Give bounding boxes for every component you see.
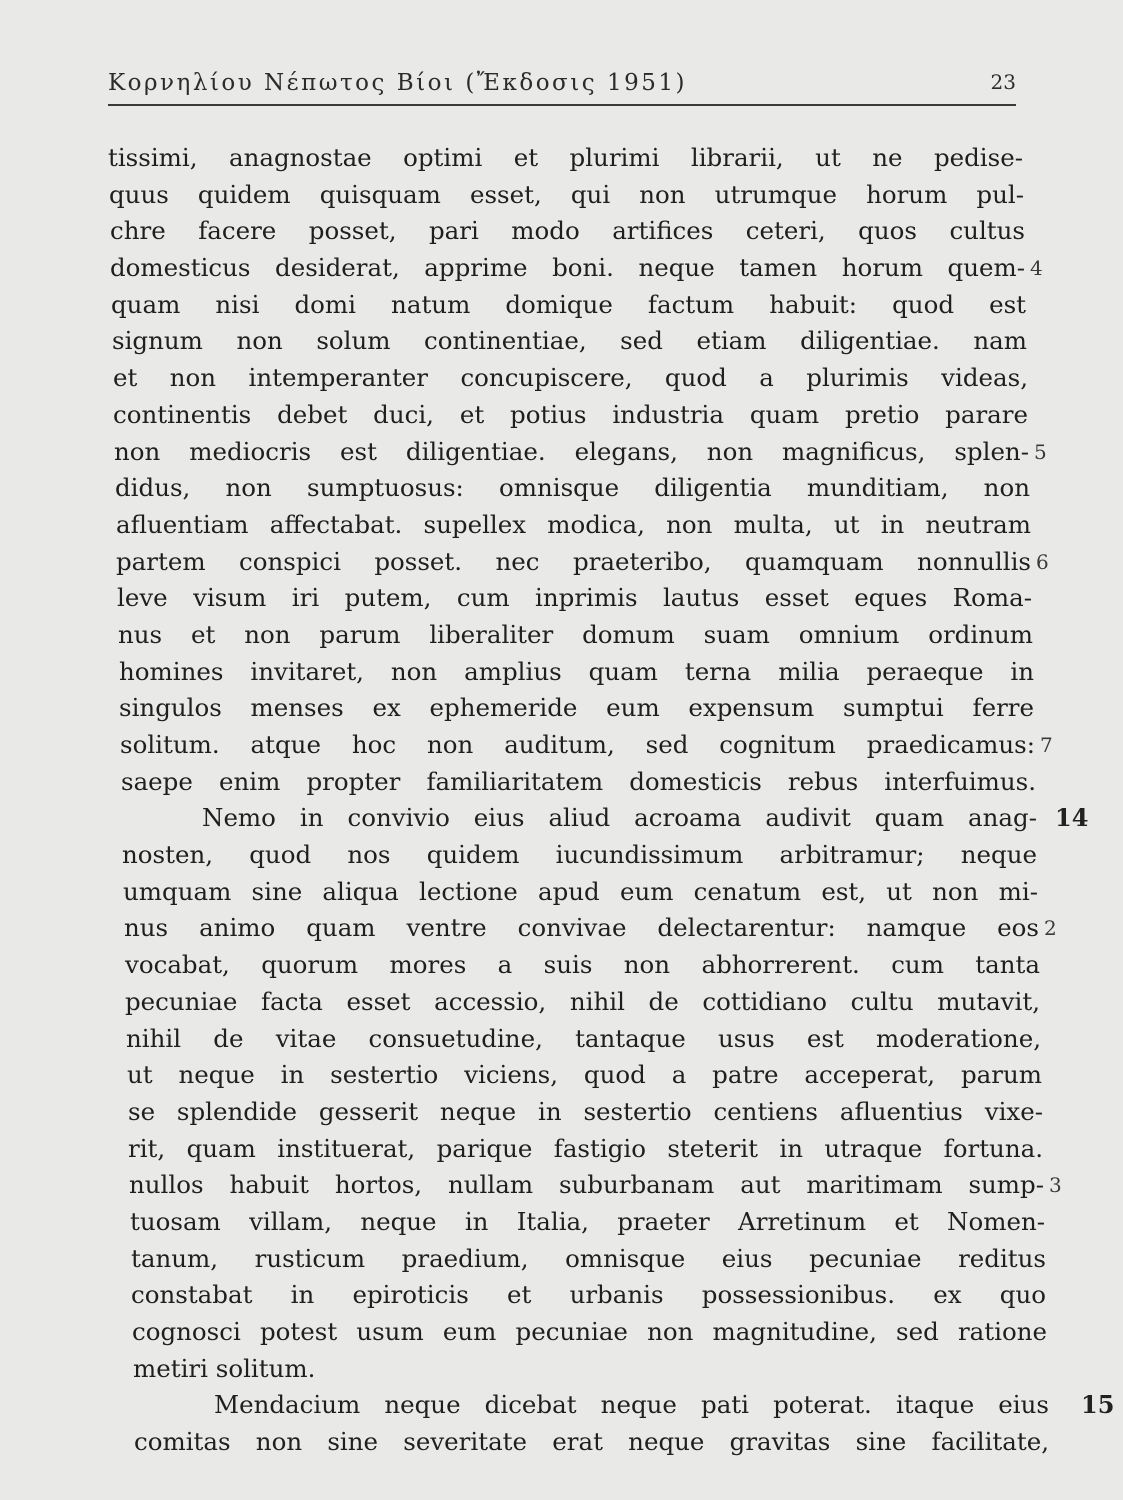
line-text: homines invitaret, non amplius quam terna milia peraeque in [119, 656, 1034, 686]
line-text: Mendacium neque dicebat neque pati poterat. itaque eius [214, 1390, 1049, 1420]
line-text: umquam sine aliqua lectione apud eum cenatum est, ut non mi- [123, 876, 1038, 906]
text-line [108, 617, 1108, 654]
line-text: pecuniae facta esset accessio, nihil de cottidiano cultu mutavit, [125, 986, 1040, 1016]
text-line [108, 1314, 1108, 1351]
text-line [108, 910, 1108, 947]
text-line [108, 1167, 1108, 1204]
line-text: metiri solitum. [133, 1353, 316, 1383]
text-line [108, 1204, 1108, 1241]
line-text: domesticus desiderat, apprime boni. neque tamen horum quem- [110, 253, 1025, 283]
body-text [108, 140, 1115, 1461]
section-number: 5 [1034, 439, 1047, 464]
line-text: nosten, quod nos quidem iucundissimum arbitramur; neque [122, 840, 1037, 870]
line-text: rit, quam instituerat, parique fastigio steterit in utraque fortuna. [128, 1133, 1043, 1163]
line-text: comitas non sine severitate erat neque gravitas sine facilitate, [134, 1427, 1049, 1457]
section-number: 6 [1036, 549, 1049, 574]
text-line [108, 1241, 1108, 1278]
text-line [108, 213, 1108, 250]
line-text: leve visum iri putem, cum inprimis lautus esset eques Roma- [117, 583, 1032, 613]
line-text: quam nisi domi natum domique factum habuit: quod est [111, 289, 1026, 319]
text-line [108, 470, 1108, 507]
text-line [108, 1131, 1108, 1168]
line-text: cognosci potest usum eum pecuniae non magnitudine, sed ratione [132, 1317, 1047, 1346]
text-line [108, 580, 1108, 617]
line-text: singulos menses ex ephemeride eum expensum sumptui ferre [119, 693, 1034, 723]
text-line [108, 837, 1108, 874]
text-line [108, 250, 1108, 287]
line-text: constabat in epiroticis et urbanis possessionibus. ex quo [131, 1280, 1046, 1310]
text-line [108, 1057, 1108, 1094]
line-text: solitum. atque hoc non auditum, sed cognitum praedicamus: [120, 730, 1035, 759]
line-text: Nemo in convivio eius aliud acroama audivit quam anag- [202, 803, 1037, 833]
chapter-number: 14 [1055, 803, 1089, 833]
line-text: chre facere posset, pari modo artifices ceteri, quos cultus [110, 216, 1025, 246]
section-number: 2 [1044, 916, 1057, 941]
text-line [108, 727, 1108, 764]
text-line [108, 1021, 1108, 1058]
text-line [108, 984, 1108, 1021]
line-text: didus, non sumptuosus: omnisque diligentia munditiam, non [115, 473, 1030, 503]
line-text: continentis debet duci, et potius industria quam pretio parare [113, 399, 1028, 429]
text-line [108, 764, 1108, 801]
line-text: quus quidem quisquam esset, qui non utrumque horum pul- [109, 179, 1024, 209]
section-number: 7 [1040, 733, 1053, 757]
line-text: saepe enim propter familiaritatem domesticis rebus interfuimus. [121, 766, 1036, 796]
line-text: se splendide gesserit neque in sestertio centiens afluentius vixe- [128, 1096, 1043, 1126]
line-text: tissimi, anagnostae optimi et plurimi librarii, ut ne pedise- [108, 143, 1023, 172]
text-line [108, 177, 1108, 214]
line-text: tanum, rusticum praedium, omnisque eius pecuniae reditus [131, 1243, 1046, 1273]
section-number: 3 [1049, 1173, 1062, 1198]
line-text: partem conspici posset. nec praeteribo, quamquam nonnullis [116, 546, 1031, 576]
line-text: nullos habuit hortos, nullam suburbanam aut maritimam sump- [129, 1170, 1044, 1200]
line-text: non mediocris est diligentiae. elegans, non magnificus, splen- [114, 436, 1029, 466]
text-line [108, 1424, 1108, 1461]
text-line [108, 690, 1108, 727]
text-line [108, 507, 1108, 544]
text-line [108, 1277, 1108, 1314]
text-line [108, 397, 1108, 434]
text-line [108, 947, 1108, 984]
text-line [108, 654, 1108, 691]
line-text: signum non solum continentiae, sed etiam diligentiae. nam [112, 326, 1027, 356]
text-line [108, 800, 1108, 837]
text-line [108, 360, 1108, 397]
text-line [108, 287, 1108, 324]
line-text: ut neque in sestertio viciens, quod a patre acceperat, parum [127, 1060, 1042, 1090]
line-text: nus animo quam ventre convivae delectarentur: namque eos [124, 913, 1039, 943]
text-line [108, 140, 1108, 177]
line-text: vocabat, quorum mores a suis non abhorrerent. cum tanta [125, 950, 1040, 980]
page-number: 23 [990, 70, 1016, 94]
text-line [108, 544, 1108, 581]
text-line [108, 1387, 1115, 1424]
line-text: tuosam villam, neque in Italia, praeter Arretinum et Nomen- [130, 1206, 1045, 1236]
text-line [108, 434, 1108, 471]
line-text: nihil de vitae consuetudine, tantaque usus est moderatione, [126, 1023, 1041, 1053]
text-line [108, 323, 1108, 360]
running-header [108, 70, 1016, 106]
text-line [108, 1094, 1108, 1131]
line-text: nus et non parum liberaliter domum suam omnium ordinum [118, 619, 1033, 649]
text-line [108, 874, 1108, 911]
line-text: afluentiam affectabat. supellex modica, non multa, ut in neutram [116, 509, 1031, 539]
book-title: Κορνηλίου Νέπωτος Βίοι (Ἔκδοσις 1951) [108, 70, 687, 96]
section-number: 4 [1030, 256, 1043, 281]
line-text: et non intemperanter concupiscere, quod a plurimis videas, [113, 363, 1028, 393]
text-line [108, 1351, 1108, 1388]
chapter-number: 15 [1081, 1390, 1115, 1420]
